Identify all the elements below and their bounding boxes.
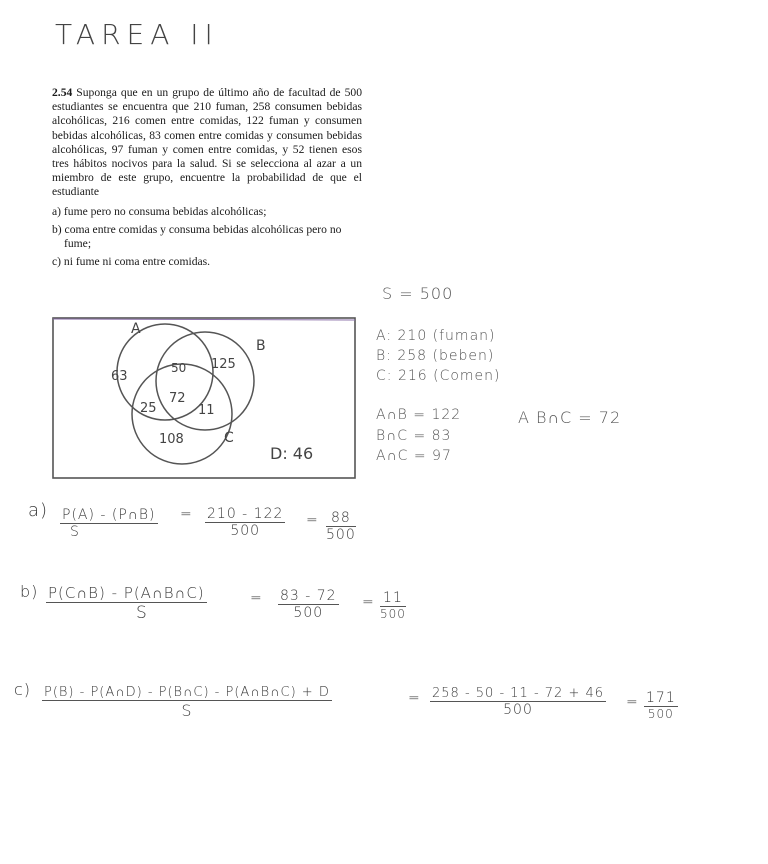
solution-b-result-den: 500: [380, 607, 406, 621]
solution-a-calc-num: 210 - 122: [207, 506, 284, 522]
solution-b-equals-2: =: [362, 594, 375, 610]
a-and-b-note: A∩B = 122: [376, 407, 462, 423]
solution-a-result-num: 88: [326, 510, 356, 527]
solution-c-formula: [42, 684, 332, 720]
solution-c-formula-den: S: [181, 701, 193, 720]
solution-c-result: [644, 690, 678, 721]
venn-region-a-b-c: 72: [169, 391, 186, 406]
solution-a-result-den: 500: [326, 527, 356, 543]
solution-b-calc-den: 500: [293, 605, 324, 621]
solution-c-result-num: 171: [646, 690, 676, 706]
venn-label-b: B: [256, 338, 266, 354]
solution-c-equals-1: =: [408, 690, 421, 706]
problem-statement: [52, 86, 362, 273]
solution-a-equals-1: =: [180, 506, 193, 522]
solution-a-calc-den: 500: [230, 523, 261, 539]
set-c-note: C: 216 (Comen): [376, 368, 501, 384]
solution-c-calc-num: 258 - 50 - 11 - 72 + 46: [432, 686, 605, 701]
venn-region-only-c: 108: [159, 432, 184, 447]
venn-region-d: D: 46: [270, 444, 314, 463]
solution-b-calc: [278, 588, 339, 621]
sample-space-note: S = 500: [382, 284, 454, 303]
solution-a-label: a): [28, 500, 49, 521]
problem-body: Suponga que en un grupo de último año de facultad de 500 estudiantes se encuentra que 210 fuman, 258 consumen bebidas alcohólicas, 216 comen entre comidas, 122 fuman y consumen bebidas alcohólicas, 83 comen entre comidas y consumen bebidas alcohólicas, 97 fuman y comen entre comidas, y 52 tienen esos tres hábitos nocivos para la salud. Si se selecciona al azar a un miembro de este grupo, encuentre la probabilidad de que el estudiante: [52, 86, 362, 199]
solution-a-equals-2: =: [306, 512, 319, 528]
solution-b-equals-1: =: [250, 590, 263, 606]
solution-b-calc-num: 83 - 72: [280, 588, 337, 604]
a-b-c-intersection-note: A B∩C = 72: [518, 408, 622, 427]
problem-option-a: a) fume pero no consuma bebidas alcohólicas;: [52, 204, 267, 218]
solution-b-label: b): [20, 582, 39, 601]
venn-label-c: C: [224, 430, 234, 446]
solution-b-formula-num: P(C∩B) - P(A∩B∩C): [48, 584, 205, 602]
a-and-c-note: A∩C = 97: [376, 448, 452, 464]
solution-a-result: [326, 510, 356, 543]
venn-region-a-c: 25: [140, 401, 157, 416]
venn-region-b-c: 11: [198, 403, 215, 418]
solution-a-formula-den: S: [70, 524, 80, 540]
solution-c-calc-den: 500: [503, 702, 533, 718]
solution-a-calc: [205, 506, 285, 539]
solution-b-result: [380, 590, 406, 621]
solution-c-equals-2: =: [626, 694, 639, 710]
solution-c-label: c): [14, 680, 32, 699]
problem-option-c: c) ni fume ni coma entre comidas.: [52, 255, 211, 269]
solution-a-formula: [60, 506, 158, 540]
venn-region-only-a: 63: [111, 369, 128, 384]
solution-c-formula-num: P(B) - P(A∩D) - P(B∩C) - P(A∩B∩C) + D: [44, 685, 330, 700]
venn-region-a-b: 50: [171, 361, 187, 375]
set-a-note: A: 210 (fuman): [376, 328, 496, 344]
problem-text: [52, 86, 362, 200]
box-top-highlight: [53, 319, 355, 320]
venn-label-a: A: [131, 321, 141, 337]
venn-region-only-b: 125: [211, 357, 236, 372]
solution-b-formula: [46, 584, 207, 623]
venn-diagram: [45, 312, 365, 482]
solution-c-result-den: 500: [647, 707, 674, 721]
b-and-c-note: B∩C = 83: [376, 428, 452, 444]
problem-number: 2.54: [52, 86, 73, 99]
set-b-note: B: 258 (beben): [376, 348, 495, 364]
problem-option-b: b) coma entre comidas y consuma bebidas alcohólicas pero no fume;: [52, 222, 342, 251]
solution-b-formula-den: S: [136, 603, 148, 623]
solution-b-result-num: 11: [380, 590, 406, 607]
page-title: TAREA II: [55, 18, 219, 51]
solution-c-calc: [430, 686, 606, 718]
solution-a-formula-num: P(A) - (P∩B): [62, 507, 156, 523]
